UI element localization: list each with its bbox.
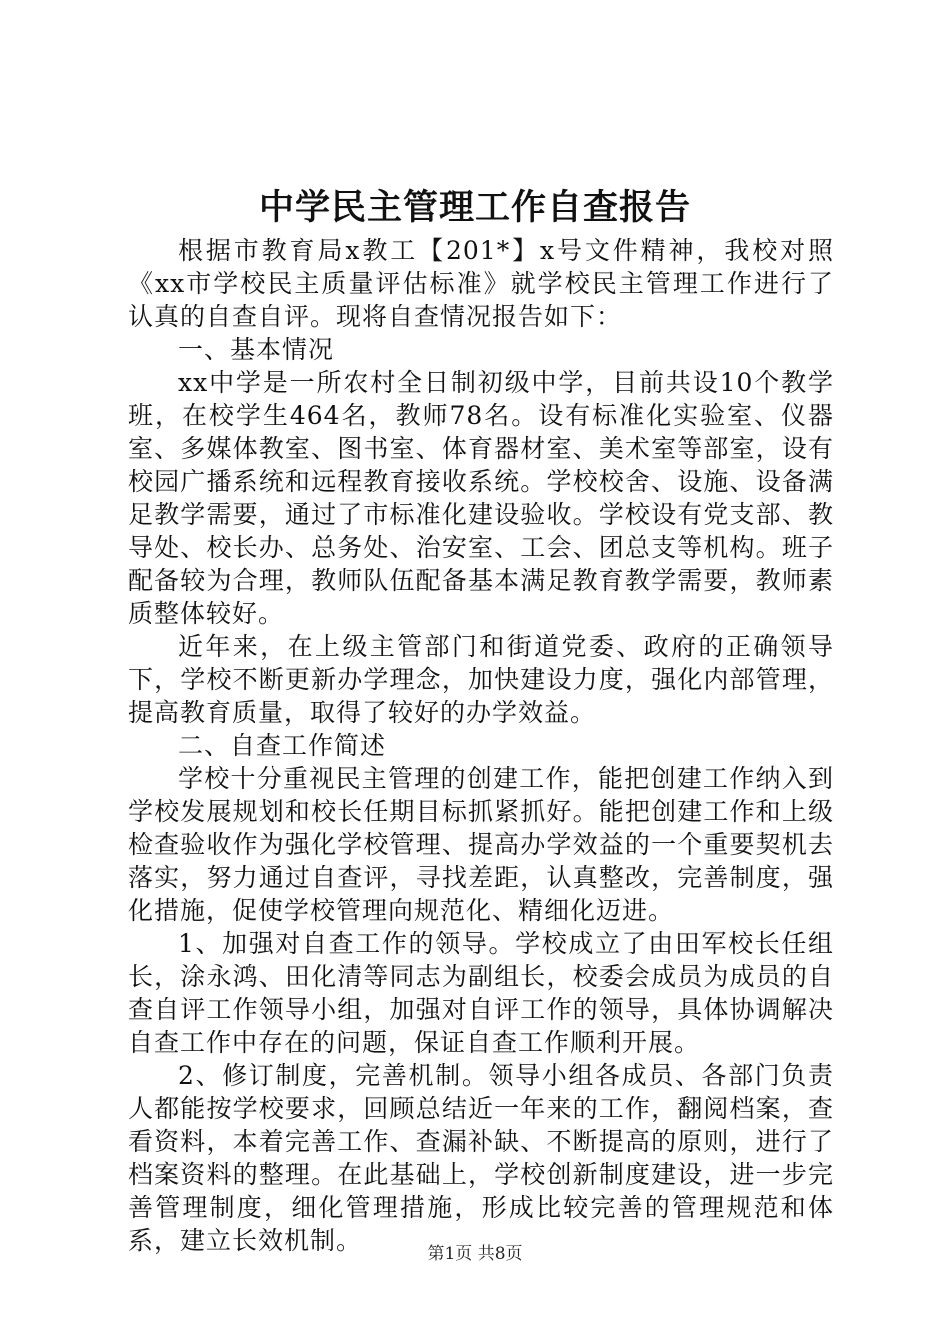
basic-info-paragraph: xx中学是一所农村全日制初级中学，目前共设10个教学班，在校学生464名，教师78名。设有标准化实验室、仪器室、多媒体教室、图书室、体育器材室、美术室等部室，设有校园广播系统和远程教育接收系统。学校校舍、设施、设备满足教学需要，通过了市标准化建设验收。学校设有党支部、教导处、校长办、总务处、治安室、工会、团总支等机构。班子配备较为合理，教师队伍配备基本满足教育教学需要，教师素质整体较好。 xyxy=(128,368,834,628)
recent-years-paragraph: 近年来，在上级主管部门和街道党委、政府的正确领导下，学校不断更新办学理念，加快建设力度，强化内部管理，提高教育质量，取得了较好的办学效益。 xyxy=(128,632,834,727)
document-body xyxy=(128,234,834,1257)
document-title: 中学民主管理工作自查报告 xyxy=(258,187,691,228)
item-1-paragraph: 1、加强对自查工作的领导。学校成立了由田军校长任组长，涂永鸿、田化清等同志为副组长，校委会成员为成员的自查自评工作领导小组，加强对自评工作的领导，具体协调解决自查工作中存在的问题，保证自查工作顺利开展。 xyxy=(128,929,834,1057)
intro-paragraph: 根据市教育局x教工【201*】x号文件精神，我校对照《xx市学校民主质量评估标准》就学校民主管理工作进行了认真的自查自评。现将自查情况报告如下： xyxy=(128,236,834,331)
section-heading-self-check: 二、自查工作简述 xyxy=(178,731,387,760)
page-footer: 第1页 共8页 xyxy=(427,1244,523,1264)
section-heading-basic-info: 一、基本情况 xyxy=(178,335,335,364)
self-check-paragraph: 学校十分重视民主管理的创建工作，能把创建工作纳入到学校发展规划和校长任期目标抓紧抓好。能把创建工作和上级检查验收作为强化学校管理、提高办学效益的一个重要契机去落实，努力通过自查评，寻找差距，认真整改，完善制度，强化措施，促使学校管理向规范化、精细化迈进。 xyxy=(128,764,834,925)
item-2-paragraph: 2、修订制度，完善机制。领导小组各成员、各部门负责人都能按学校要求，回顾总结近一年来的工作，翻阅档案，查看资料，本着完善工作、查漏补缺、不断提高的原则，进行了档案资料的整理。在此基础上，学校创新制度建设，进一步完善管理制度，细化管理措施，形成比较完善的管理规范和体系，建立长效机制。 xyxy=(128,1061,834,1255)
